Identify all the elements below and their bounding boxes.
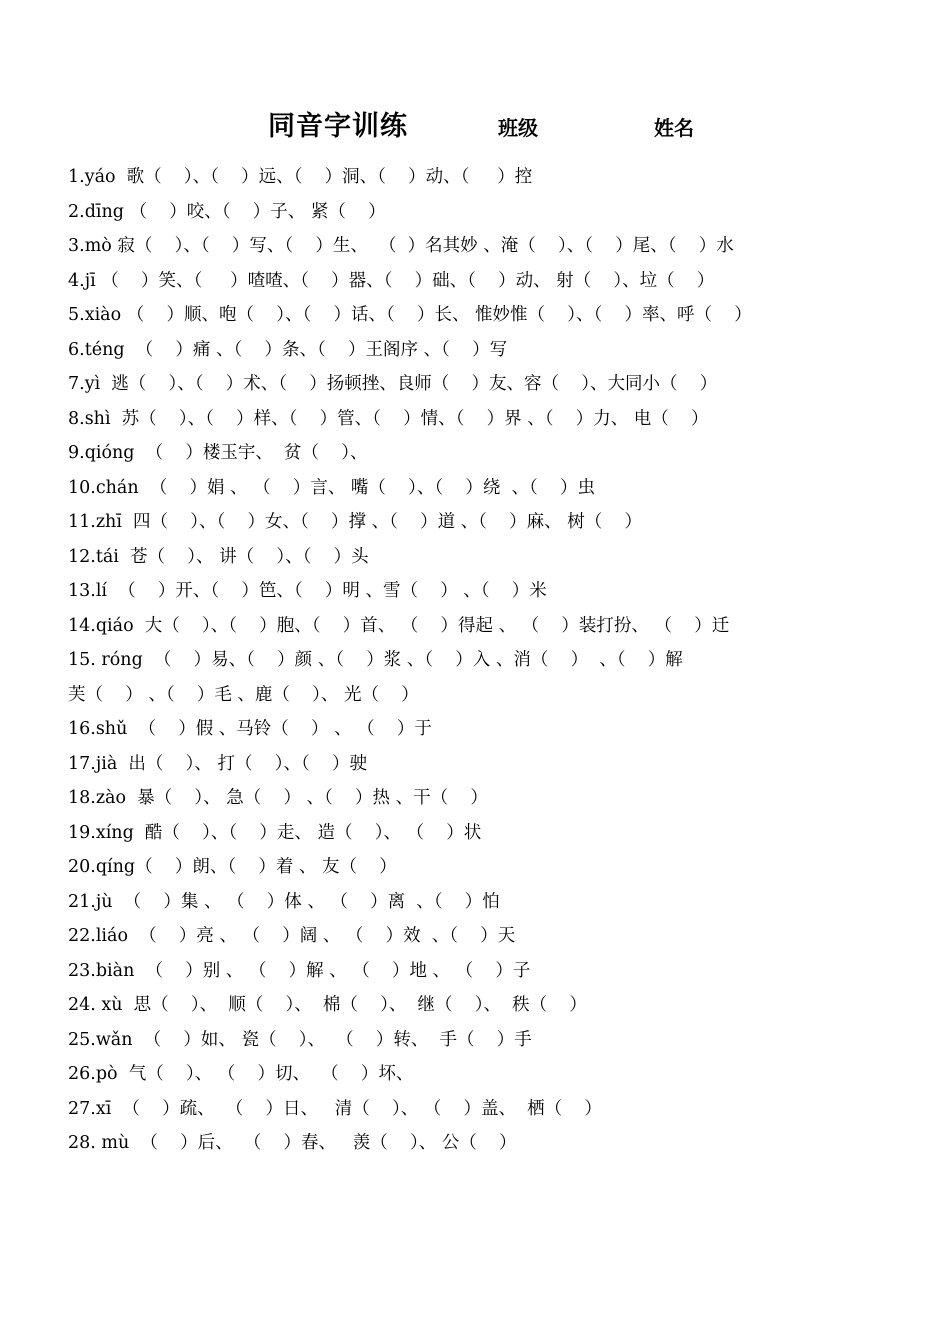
exercise-line: 16.shǔ （ ）假 、马铃（ ） 、 （ ）于 (68, 719, 432, 739)
exercise-line: 22.liáo （ ）亮 、 （ ）阔 、 （ ）效 、（ ）天 (68, 926, 516, 946)
exercise-line: 21.jù （ ）集 、 （ ）体 、 （ ）离 、（ ）怕 (68, 891, 500, 912)
exercise-line: 9.qióng （ ）楼玉宇、 贫（ ）、 (68, 443, 368, 463)
exercise-line: 1.yáo 歌（ ）、（ ）远、（ ）洞、（ ）动、（ ）控 (68, 167, 533, 187)
exercise-line: 11.zhī 四（ ）、（ ）女、（ ）撑 、（ ）道 、（ ）麻、 树（ ） (68, 512, 642, 532)
exercise-line: 14.qiáo 大（ ）、（ ）胞、（ ）首、 （ ）得起 、 （ ）装打扮、 （ ）迁 (68, 615, 730, 636)
exercise-line: 24. xù 思（ ）、 顺（ ）、 棉（ ）、 继（ ）、 秩（ ） (68, 995, 587, 1015)
exercise-line: 18.zào 暴（ ）、 急（ ） 、（ ）热 、干（ ） (68, 788, 488, 808)
exercise-line: 27.xī （ ）疏、 （ ）日、 清（ ）、 （ ）盖、 栖（ ） (68, 1098, 602, 1119)
exercise-line: 15. róng （ ）易、（ ）颜 、（ ）浆 、（ ）入 、消（ ） 、（ ）解 (68, 650, 683, 670)
exercise-line: 3.mò 寂（ ）、（ ）写、（ ）生、 （ ）名其妙 、淹（ ）、（ ）尾、（ ）水 (68, 236, 734, 256)
exercise-line: 6.téng （ ）痛 、（ ）条、（ ）王阁序 、（ ）写 (68, 339, 508, 360)
exercise-line: 17.jià 出（ ）、 打（ ）、（ ）驶 (68, 753, 367, 774)
exercise-line: 26.pò 气（ ）、 （ ）切、 （ ）坏、 (68, 1064, 414, 1084)
exercise-line: 4.jī （ ）笑、（ ）喳喳、（ ）器、（ ）础、（ ）动、 射（ ）、垃（ ） (68, 270, 715, 291)
exercise-line: 8.shì 苏（ ）、（ ）样、（ ）管、（ ）情、（ ）界 、（ ）力、 电（ ） (68, 408, 709, 429)
class-label: 班级 (498, 116, 538, 140)
name-label: 姓名 (654, 116, 694, 140)
worksheet-title: 同音字训练 (268, 111, 408, 142)
exercise-line: 2.dīng （ ）咬、（ ）子、 紧（ ） (68, 201, 386, 222)
exercise-line: 5.xiào （ ）顺、咆（ ）、（ ）话、（ ）长、 惟妙惟（ ）、（ ）率、呼（ ） (68, 305, 752, 325)
exercise-line: 28. mù （ ）后、 （ ）春、 羡（ ）、 公（ ） (68, 1133, 517, 1153)
exercise-line: 12.tái 苍（ ）、 讲（ ）、（ ）头 (68, 546, 369, 567)
exercise-list (68, 160, 888, 1161)
exercise-line: 13.lí （ ）开、（ ）笆、（ ）明 、雪（ ） 、（ ）米 (68, 581, 547, 601)
exercise-line: 25.wǎn （ ）如、 瓷（ ）、 （ ）转、 手（ ）手 (68, 1029, 532, 1050)
exercise-line: 19.xíng 酷（ ）、（ ）走、 造（ ）、 （ ）状 (68, 822, 482, 843)
exercise-line: 7.yì 逃（ ）、（ ）术、（ ）扬顿挫、良师（ ）友、容（ ）、大同小（ ） (68, 374, 718, 394)
exercise-line-continued: 芙（ ） 、（ ）毛 、鹿（ ）、 光（ ） (68, 684, 419, 705)
worksheet-header (0, 104, 950, 148)
exercise-line: 10.chán （ ）娟 、 （ ）言、 嘴（ ）、（ ）绕 、（ ）虫 (68, 477, 596, 498)
exercise-line: 20.qíng（ ）朗、（ ）着 、 友（ ） (68, 857, 397, 877)
exercise-line: 23.biàn （ ）别 、 （ ）解 、 （ ）地 、 （ ）子 (68, 960, 531, 981)
